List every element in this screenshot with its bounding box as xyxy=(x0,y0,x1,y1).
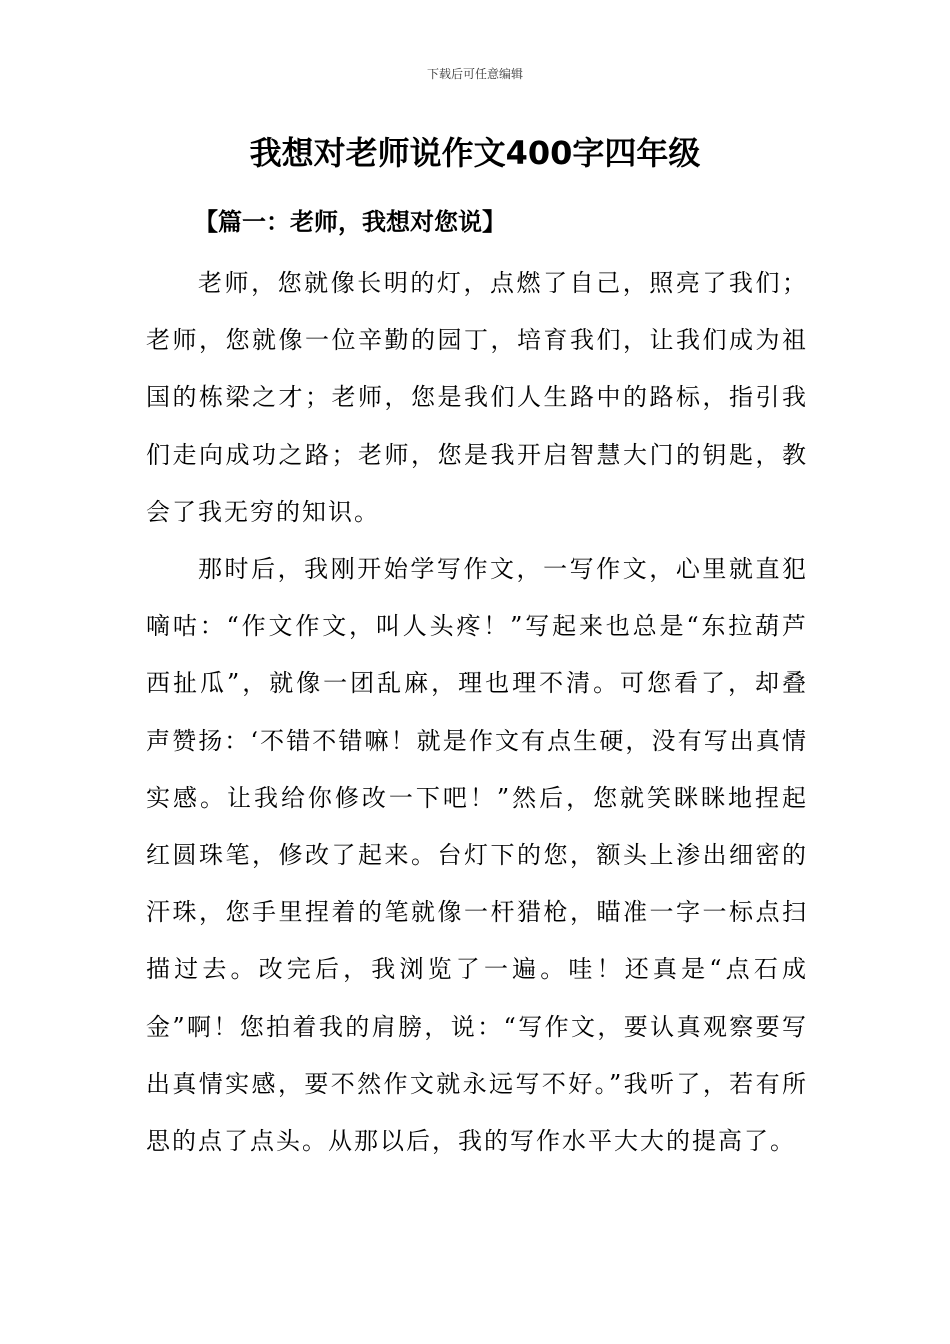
header-note: 下载后可任意编辑 xyxy=(426,67,523,81)
paragraph: 老师，您就像长明的灯，点燃了自己，照亮了我们；老师，您就像一位辛勤的园丁，培育我们，让我们成为祖国的栋梁之才；老师，您是我们人生路中的路标，指引我们走向成功之路；老师，您是我开启智慧大门的钥匙，教会了我无穷的知识。 xyxy=(146,269,808,526)
paragraph: 那时后，我刚开始学写作文，一写作文，心里就直犯嘀咕：“作文作文，叫人头疼！”写起来也总是“东拉葫芦西扯瓜”，就像一团乱麻，理也理不清。可您看了，却叠声赞扬：‘不错不错嘛！就是作文有点生硬，没有写出真情实感。让我给你修改一下吧！”然后，您就笑眯眯地捏起红圆珠笔，修改了起来。台灯下的您，额头上渗出细密的汗珠，您手里捏着的笔就像一杆猎枪，瞄准一字一标点扫描过去。改完后，我浏览了一遍。哇！还真是“点石成金”啊！您拍着我的肩膀，说：“写作文，要认真观察要写出真情实感，要不然作文就永远写不好。”我听了，若有所思的点了点头。从那以后，我的写作水平大大的提高了。 xyxy=(146,555,808,1156)
document-body xyxy=(146,255,808,1170)
document-title: 我想对老师说作文400字四年级 xyxy=(249,134,701,172)
section-heading: 【篇一：老师，我想对您说】 xyxy=(194,207,506,236)
